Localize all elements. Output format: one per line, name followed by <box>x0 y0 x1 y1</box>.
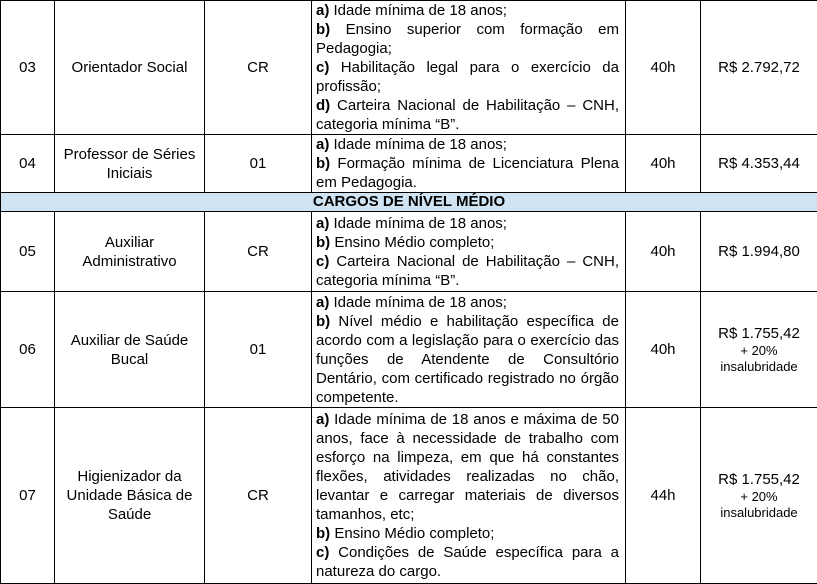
requirement-item <box>316 233 619 252</box>
requirement-text: Idade mínima de 18 anos; <box>329 294 507 311</box>
requirements <box>312 212 626 292</box>
requirement-item <box>316 252 619 290</box>
salary-cell <box>701 408 817 584</box>
requirement-item <box>316 96 619 134</box>
vacancies: 01 <box>205 292 312 408</box>
requirement-letter: d) <box>316 97 330 114</box>
requirement-item <box>316 58 619 96</box>
requirement-text: Ensino superior com formação em Pedagogia; <box>316 21 619 57</box>
salary: R$ 1.755,42 <box>706 470 812 489</box>
section-row <box>1 193 817 212</box>
row-number: 05 <box>1 212 55 292</box>
requirement-text: Ensino Médio completo; <box>330 525 494 542</box>
requirement-letter: b) <box>316 234 330 251</box>
row-number: 06 <box>1 292 55 408</box>
requirement-letter: c) <box>316 253 329 270</box>
requirement-text: Habilitação legal para o exercício da profissão; <box>316 59 619 95</box>
requirement-letter: a) <box>316 2 329 19</box>
vacancies: CR <box>205 212 312 292</box>
table-body-medio <box>1 212 817 584</box>
job-title: Auxiliar Administrativo <box>55 212 205 292</box>
table-body-superior <box>1 1 817 193</box>
vacancies: CR <box>205 408 312 584</box>
section-title: CARGOS DE NÍVEL MÉDIO <box>1 193 817 212</box>
salary-cell <box>701 292 817 408</box>
requirement-letter: c) <box>316 59 329 76</box>
workload: 40h <box>626 212 701 292</box>
requirement-letter: a) <box>316 136 329 153</box>
requirement-item <box>316 410 619 524</box>
requirement-text: Idade mínima de 18 anos; <box>329 2 507 19</box>
requirement-letter: a) <box>316 215 329 232</box>
job-title: Higienizador da Unidade Básica de Saúde <box>55 408 205 584</box>
workload: 40h <box>626 1 701 135</box>
salary: R$ 2.792,72 <box>706 58 812 77</box>
requirement-text: Idade mínima de 18 anos; <box>329 215 507 232</box>
salary: R$ 1.755,42 <box>706 324 812 343</box>
vacancies: CR <box>205 1 312 135</box>
workload: 40h <box>626 292 701 408</box>
requirement-text: Carteira Nacional de Habilitação – CNH, categoria mínima “B”. <box>316 97 619 133</box>
requirement-text: Carteira Nacional de Habilitação – CNH, categoria mínima “B”. <box>316 253 619 289</box>
requirement-text: Condições de Saúde específica para a natureza do cargo. <box>316 544 619 580</box>
table-row <box>1 292 817 408</box>
requirement-letter: b) <box>316 21 330 38</box>
requirement-item <box>316 524 619 543</box>
requirement-letter: b) <box>316 525 330 542</box>
requirement-item <box>316 135 619 154</box>
requirement-text: Formação mínima de Licenciatura Plena em Pedagogia. <box>316 155 619 191</box>
requirement-letter: b) <box>316 155 330 172</box>
salary-bonus: + 20% insalubridade <box>706 343 812 375</box>
vacancies: 01 <box>205 135 312 193</box>
row-number: 03 <box>1 1 55 135</box>
requirement-letter: c) <box>316 544 329 561</box>
table-row <box>1 212 817 292</box>
table-row <box>1 408 817 584</box>
salary: R$ 4.353,44 <box>706 154 812 173</box>
requirement-item <box>316 312 619 407</box>
requirement-text: Idade mínima de 18 anos; <box>329 136 507 153</box>
requirement-text: Nível médio e habilitação específica de acordo com a legislação para o exercício das funções de Atendente de Consultório Dentário, com certificado registrado no órgão competente. <box>316 313 619 406</box>
section-header <box>1 193 817 212</box>
job-title: Orientador Social <box>55 1 205 135</box>
row-number: 04 <box>1 135 55 193</box>
requirement-item <box>316 20 619 58</box>
salary-bonus: + 20% insalubridade <box>706 489 812 521</box>
workload: 44h <box>626 408 701 584</box>
workload: 40h <box>626 135 701 193</box>
table-row <box>1 1 817 135</box>
requirement-item <box>316 1 619 20</box>
salary: R$ 1.994,80 <box>706 242 812 261</box>
requirements <box>312 135 626 193</box>
row-number: 07 <box>1 408 55 584</box>
table-row <box>1 135 817 193</box>
requirement-item <box>316 214 619 233</box>
salary-cell <box>701 135 817 193</box>
requirement-item <box>316 293 619 312</box>
job-title: Professor de Séries Iniciais <box>55 135 205 193</box>
salary-cell <box>701 212 817 292</box>
requirement-letter: b) <box>316 313 330 330</box>
requirement-letter: a) <box>316 411 329 428</box>
requirements <box>312 408 626 584</box>
requirement-item <box>316 543 619 581</box>
requirement-letter: a) <box>316 294 329 311</box>
requirements <box>312 1 626 135</box>
requirement-item <box>316 154 619 192</box>
job-title: Auxiliar de Saúde Bucal <box>55 292 205 408</box>
requirements <box>312 292 626 408</box>
requirement-text: Ensino Médio completo; <box>330 234 494 251</box>
requirement-text: Idade mínima de 18 anos e máxima de 50 anos, face à necessidade de trabalho com esforço na limpeza, em que há constantes flexões, atividades realizadas no chão, levantar e carregar materiais de diversos tamanhos, etc; <box>316 411 619 523</box>
salary-cell <box>701 1 817 135</box>
